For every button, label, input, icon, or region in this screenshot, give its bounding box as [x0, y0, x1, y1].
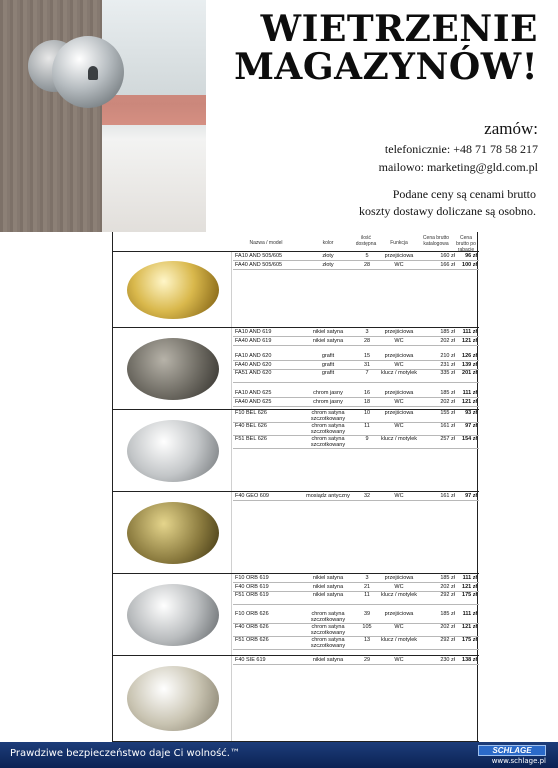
cell-color: mosiądz antyczny: [306, 493, 350, 499]
cell-catalog-price: 155 zł: [440, 410, 455, 416]
cell-discount-price: 121 zł: [462, 399, 477, 405]
cell-discount-price: 111 zł: [462, 611, 477, 617]
cell-discount-price: 111 zł: [462, 390, 477, 396]
cell-catalog-price: 166 zł: [440, 262, 455, 268]
footer-slogan: Prawdziwe bezpieczeństwo daje Ci wolność.™: [10, 748, 240, 759]
cell-discount-price: 121 zł: [462, 338, 477, 344]
cell-qty: 29: [363, 657, 371, 663]
cell-function: klucz / motylek: [380, 592, 418, 598]
cell-qty: 11: [364, 423, 370, 429]
cell-model: F40 ORB 619: [235, 584, 269, 590]
cell-discount-price: 175 zł: [462, 637, 477, 643]
cell-qty: 13: [363, 637, 371, 643]
cell-color: złoty: [322, 253, 334, 259]
table-row: [233, 252, 479, 261]
cell-qty: 3: [365, 575, 369, 581]
cell-color: nikiel satyna: [312, 575, 344, 581]
cell-catalog-price: 185 zł: [440, 575, 455, 581]
wooden-door: [0, 0, 102, 232]
cell-function: klucz / motylek: [380, 637, 418, 643]
cell-model: F10 ORB 626: [235, 611, 269, 617]
table-row: [233, 574, 479, 583]
cell-qty: 31: [363, 362, 371, 368]
cell-model: FA10 AND 505/605: [235, 253, 283, 259]
table-row: [233, 656, 479, 665]
cell-catalog-price: 292 zł: [440, 592, 455, 598]
cell-function: przejściowa: [384, 390, 414, 396]
cell-color: chrom satyna szczotkowany: [310, 611, 346, 623]
cell-qty: 7: [365, 370, 369, 376]
cell-model: F40 SIE 619: [235, 657, 266, 663]
cell-discount-price: 93 zł: [465, 410, 477, 416]
cell-catalog-price: 335 zł: [440, 370, 455, 376]
product-section: [113, 574, 479, 656]
cell-model: FA10 AND 625: [235, 390, 272, 396]
hero-background-accent: [100, 95, 206, 125]
schlage-logo: SCHLAGE: [478, 745, 546, 756]
cell-color: nikiel satyna: [312, 592, 344, 598]
product-section: [113, 492, 479, 574]
cell-qty: 105: [362, 624, 372, 630]
table-row: [233, 637, 479, 650]
price-note: [359, 186, 536, 220]
header-function: Funkcja: [390, 240, 408, 246]
table-row: [233, 337, 479, 346]
cell-model: F51 ORB 619: [235, 592, 269, 598]
price-note-line-2: koszty dostawy doliczane są osobno.: [359, 204, 536, 218]
cell-function: przejściowa: [384, 611, 414, 617]
cell-function: WC: [394, 423, 404, 429]
cell-model: F51 ORB 626: [235, 637, 269, 643]
cell-color: nikiel satyna: [312, 329, 344, 335]
orb-knob-set-icon: [127, 584, 219, 646]
cell-color: nikiel satyna: [312, 657, 344, 663]
cell-catalog-price: 202 zł: [440, 338, 455, 344]
cell-color: chrom jasny: [313, 390, 343, 396]
table-row: [233, 352, 479, 361]
cell-model: F51 BEL 626: [235, 436, 267, 442]
cell-function: przejściowa: [384, 410, 414, 416]
cell-function: przejściowa: [384, 575, 414, 581]
cell-catalog-price: 230 zł: [440, 657, 455, 663]
cell-catalog-price: 185 zł: [440, 611, 455, 617]
product-section: [113, 656, 479, 742]
cell-model: FA10 AND 619: [235, 329, 272, 335]
product-section: [113, 252, 479, 328]
keyhole-icon: [88, 66, 98, 80]
cell-model: FA51 AND 620: [235, 370, 272, 376]
brass-lever-lock-icon: [127, 261, 219, 319]
table-row: [233, 398, 479, 407]
cell-qty: 5: [365, 253, 369, 259]
cell-qty: 28: [363, 262, 371, 268]
cell-color: grafit: [321, 370, 335, 376]
order-contact: [379, 118, 538, 176]
cell-color: nikiel satyna: [312, 584, 344, 590]
header-catalog: Cena brutto katalogowa: [422, 235, 450, 247]
cell-function: WC: [394, 262, 404, 268]
antique-brass-knob-icon: [127, 502, 219, 564]
cell-color: chrom satyna szczotkowany: [310, 624, 346, 636]
cell-function: WC: [394, 657, 404, 663]
cell-catalog-price: 210 zł: [440, 353, 455, 359]
cell-qty: 39: [363, 611, 371, 617]
cell-qty: 11: [364, 592, 370, 598]
cell-catalog-price: 202 zł: [440, 624, 455, 630]
cell-model: F40 BEL 626: [235, 423, 267, 429]
cell-model: FA40 AND 625: [235, 399, 272, 405]
cell-function: WC: [394, 338, 404, 344]
cell-function: przejściowa: [384, 353, 414, 359]
hero-photo: [0, 0, 206, 232]
cell-discount-price: 121 zł: [462, 624, 477, 630]
cell-model: F40 ORB 626: [235, 624, 269, 630]
table-row: [233, 328, 479, 337]
cell-model: F40 GEO 609: [235, 493, 269, 499]
cell-discount-price: 121 zł: [462, 584, 477, 590]
cell-catalog-price: 292 zł: [440, 637, 455, 643]
cell-qty: 15: [363, 353, 371, 359]
table-row: [233, 410, 479, 423]
price-note-line-1: Podane ceny są cenami brutto: [392, 187, 536, 201]
cell-function: WC: [394, 584, 404, 590]
cell-qty: 3: [365, 329, 369, 335]
cell-discount-price: 201 zł: [462, 370, 477, 376]
table-row: [233, 492, 479, 501]
headline-line-2: MAGAZYNÓW!: [234, 46, 538, 88]
cell-catalog-price: 161 zł: [440, 423, 455, 429]
cell-qty: 18: [363, 399, 371, 405]
footer-url[interactable]: www.schlage.pl: [491, 757, 546, 765]
cell-color: grafit: [321, 353, 335, 359]
table-row: [233, 370, 479, 383]
cell-color: chrom satyna szczotkowany: [310, 423, 346, 435]
header-name: Nazwa / model: [249, 240, 283, 246]
cell-catalog-price: 202 zł: [440, 399, 455, 405]
table-row: [233, 611, 479, 624]
cell-catalog-price: 160 zł: [440, 253, 455, 259]
cell-function: WC: [394, 624, 404, 630]
cell-color: złoty: [322, 262, 334, 268]
cell-color: chrom jasny: [313, 399, 343, 405]
headline-line-1: WIETRZENIE: [260, 8, 538, 50]
cell-qty: 10: [363, 410, 371, 416]
table-row: [233, 361, 479, 370]
order-label: zamów:: [484, 119, 538, 138]
cell-function: przejściowa: [384, 329, 414, 335]
cell-model: FA10 AND 620: [235, 353, 272, 359]
cell-model: F10 ORB 619: [235, 575, 269, 581]
cell-qty: 9: [365, 436, 369, 442]
header-color: kolor: [322, 240, 334, 246]
cell-discount-price: 111 zł: [462, 575, 477, 581]
satin-chrome-knob-icon: [127, 420, 219, 482]
price-table: [112, 232, 478, 742]
cell-catalog-price: 202 zł: [440, 584, 455, 590]
table-row: [233, 592, 479, 605]
cell-catalog-price: 185 zł: [440, 329, 455, 335]
table-row: [233, 624, 479, 637]
cell-discount-price: 96 zł: [465, 253, 477, 259]
cell-discount-price: 154 zł: [462, 436, 477, 442]
cell-catalog-price: 185 zł: [440, 390, 455, 396]
footer-bar: [0, 742, 558, 768]
cell-function: klucz / motylek: [380, 370, 418, 376]
cell-discount-price: 111 zł: [462, 329, 477, 335]
cell-catalog-price: 161 zł: [440, 493, 455, 499]
table-row: [233, 261, 479, 270]
cell-function: WC: [394, 362, 404, 368]
cell-discount-price: 100 zł: [462, 262, 477, 268]
cell-model: FA40 AND 505/605: [235, 262, 283, 268]
cell-discount-price: 175 zł: [462, 592, 477, 598]
cell-discount-price: 97 zł: [465, 493, 477, 499]
cell-color: chrom satyna szczotkowany: [310, 410, 346, 422]
cell-qty: 28: [363, 338, 371, 344]
oval-knob-icon: [127, 666, 219, 731]
table-row: [233, 423, 479, 436]
cell-model: FA40 AND 620: [235, 362, 272, 368]
cell-function: przejściowa: [384, 253, 414, 259]
cell-color: nikiel satyna: [312, 338, 344, 344]
cell-function: klucz / motylek: [380, 436, 418, 442]
cell-catalog-price: 257 zł: [440, 436, 455, 442]
header-discount: Cena brutto po rabacie: [456, 235, 476, 253]
cell-color: chrom satyna szczotkowany: [310, 637, 346, 649]
cell-catalog-price: 231 zł: [440, 362, 455, 368]
headline: [234, 10, 538, 86]
order-phone: telefonicznie: +48 71 78 58 217: [384, 142, 538, 156]
graphite-knob-icon: [127, 338, 219, 400]
cell-discount-price: 139 zł: [462, 362, 477, 368]
table-row: [233, 583, 479, 592]
table-row: [233, 389, 479, 398]
cell-function: WC: [394, 399, 404, 405]
order-email[interactable]: mailowo: marketing@gld.com.pl: [378, 160, 538, 174]
cell-model: FA40 AND 619: [235, 338, 272, 344]
product-section: [113, 410, 479, 492]
cell-color: chrom satyna szczotkowany: [310, 436, 346, 448]
product-section: [113, 328, 479, 410]
header-qty: ilość dostępna: [355, 235, 377, 247]
cell-discount-price: 97 zł: [465, 423, 477, 429]
table-row: [233, 436, 479, 449]
cell-qty: 21: [363, 584, 371, 590]
cell-discount-price: 126 zł: [462, 353, 477, 359]
cell-function: WC: [394, 493, 404, 499]
cell-model: F10 BEL 626: [235, 410, 267, 416]
cell-color: grafit: [321, 362, 335, 368]
cell-qty: 32: [363, 493, 371, 499]
cell-qty: 16: [363, 390, 371, 396]
cell-discount-price: 138 zł: [462, 657, 477, 663]
table-header: [113, 232, 479, 252]
